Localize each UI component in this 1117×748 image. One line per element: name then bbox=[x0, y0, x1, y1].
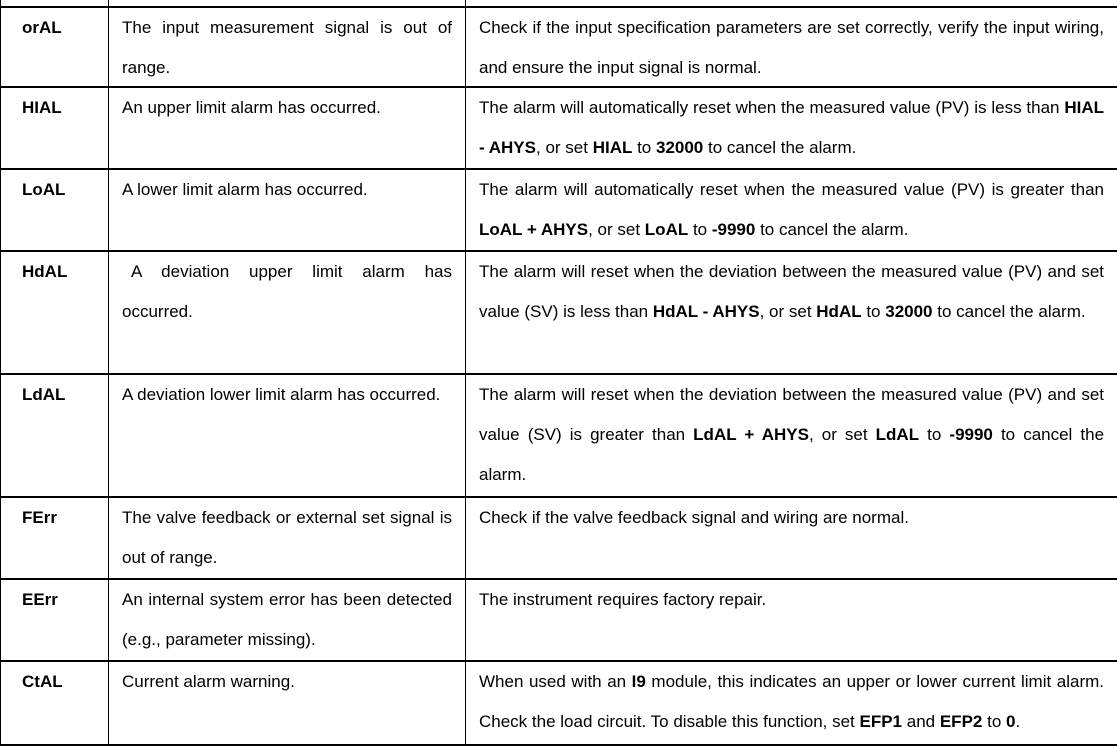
alarm-description: An upper limit alarm has occurred. bbox=[109, 88, 466, 170]
alarm-code: EErr bbox=[22, 590, 58, 609]
alarm-solution: The instrument requires factory repair. bbox=[466, 580, 1117, 662]
alarm-code-cell bbox=[1, 498, 109, 580]
alarm-solution: The alarm will reset when the deviation between the measured value (PV) and set value (SV) is less than HdAL - AHYS, or set HdAL to 32000 to cancel the alarm. bbox=[466, 252, 1117, 375]
alarm-code: CtAL bbox=[22, 672, 63, 691]
alarm-description: A lower limit alarm has occurred. bbox=[109, 170, 466, 252]
alarm-code: LdAL bbox=[22, 385, 66, 404]
alarm-code: orAL bbox=[22, 18, 62, 37]
alarm-code-cell bbox=[1, 8, 109, 88]
clipped-cell-code bbox=[1, 0, 109, 8]
alarm-code-cell bbox=[1, 662, 109, 746]
alarm-description: A deviation upper limit alarm has occurred. bbox=[109, 252, 466, 375]
alarm-code: HIAL bbox=[22, 98, 62, 117]
alarm-code-cell bbox=[1, 88, 109, 170]
alarm-description: The valve feedback or external set signal is out of range. bbox=[109, 498, 466, 580]
alarm-code: HdAL bbox=[22, 262, 68, 281]
alarm-description: The input measurement signal is out of range. bbox=[109, 8, 466, 88]
alarm-code: LoAL bbox=[22, 180, 66, 199]
clipped-cell-description bbox=[109, 0, 466, 8]
alarm-code-cell bbox=[1, 375, 109, 498]
alarm-description: An internal system error has been detected (e.g., parameter missing). bbox=[109, 580, 466, 662]
alarm-code-cell bbox=[1, 170, 109, 252]
alarm-solution: The alarm will automatically reset when the measured value (PV) is greater than LoAL + AHYS, or set LoAL to -9990 to cancel the alarm. bbox=[466, 170, 1117, 252]
alarm-solution: Check if the input specification parameters are set correctly, verify the input wiring, and ensure the input signal is normal. bbox=[466, 8, 1117, 88]
alarm-code: FErr bbox=[22, 508, 57, 527]
alarm-solution: The alarm will reset when the deviation between the measured value (PV) and set value (SV) is greater than LdAL + AHYS, or set LdAL to -9990 to cancel the alarm. bbox=[466, 375, 1117, 498]
clipped-cell-solution bbox=[466, 0, 1117, 8]
alarm-solution: The alarm will automatically reset when the measured value (PV) is less than HIAL - AHYS, or set HIAL to 32000 to cancel the alarm. bbox=[466, 88, 1117, 170]
alarm-description: Current alarm warning. bbox=[109, 662, 466, 746]
alarm-solution: Check if the valve feedback signal and wiring are normal. bbox=[466, 498, 1117, 580]
alarm-code-cell bbox=[1, 580, 109, 662]
alarm-code-cell bbox=[1, 252, 109, 375]
alarm-solution: When used with an I9 module, this indicates an upper or lower current limit alarm. Check the load circuit. To disable this function, set EFP1 and EFP2 to 0. bbox=[466, 662, 1117, 746]
alarm-description: A deviation lower limit alarm has occurred. bbox=[109, 375, 466, 498]
